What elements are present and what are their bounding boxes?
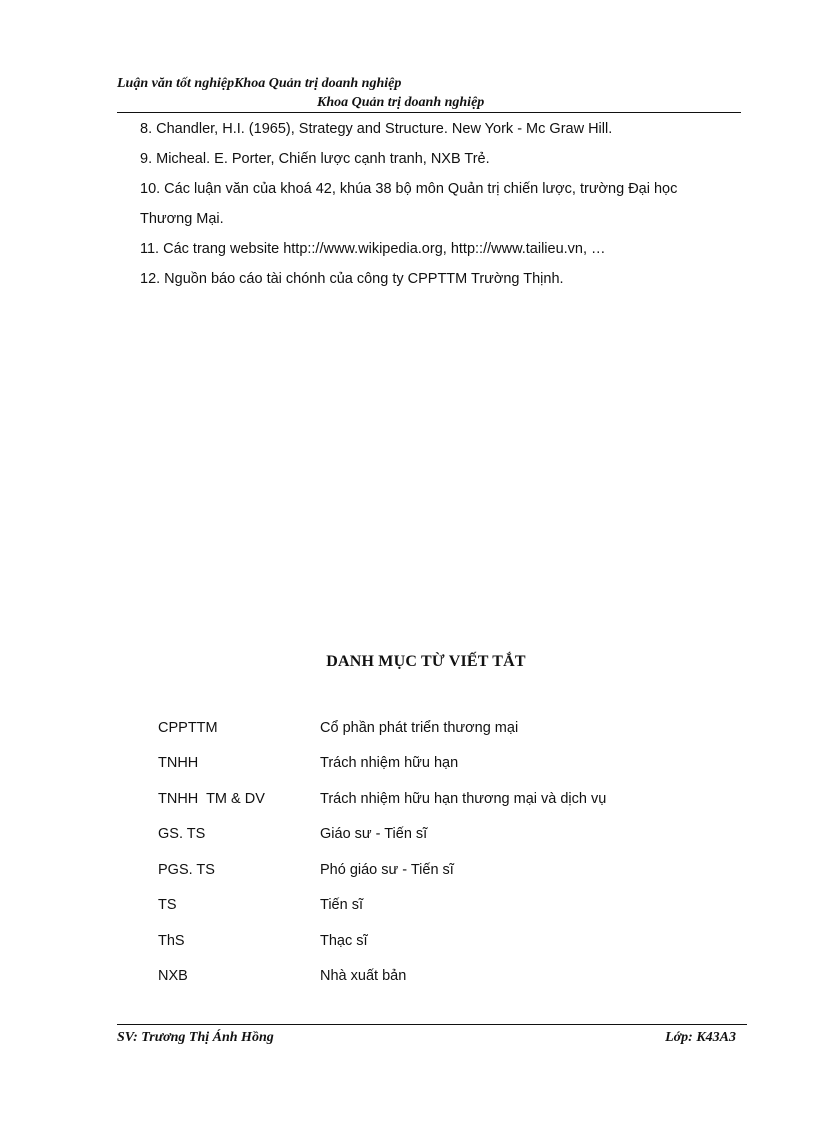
abbreviation-code: PGS. TS [158,861,215,878]
abbreviation-code: TNHH [158,755,199,772]
header-title: Luận văn tốt nghiệpKhoa Quản trị doanh nghiệp [117,76,402,91]
abbreviation-code: NXB [158,968,188,985]
abbreviation-row [158,923,606,959]
abbreviation-meaning: Thạc sĩ [320,932,368,949]
abbreviation-row [158,746,606,782]
header-divider [117,112,741,113]
abbreviation-row [158,817,606,853]
reference-item: 10. Các luận văn của khoá 42, khúa 38 bộ môn Quản trị chiến lược, trường Đại học [140,181,678,197]
abbreviation-row [158,710,606,746]
abbreviation-meaning: Phó giáo sư - Tiến sĩ [320,861,454,878]
footer-divider [117,1024,747,1025]
reference-item: 11. Các trang website http:://www.wikipedia.org, http:://www.tailieu.vn, … [140,241,606,257]
header-subtitle: Khoa Quản trị doanh nghiệp [317,95,485,110]
abbreviation-meaning: Cổ phần phát triển thương mại [320,719,519,736]
abbreviation-row [158,959,606,995]
abbreviation-meaning: Giáo sư - Tiến sĩ [320,826,428,843]
abbreviation-row [158,888,606,924]
abbreviation-meaning: Nhà xuất bản [320,968,407,985]
abbreviation-code: TS [158,897,177,914]
reference-item: 12. Nguồn báo cáo tài chónh của công ty CPPTTM Trường Thịnh. [140,271,564,287]
abbreviation-meaning: Trách nhiệm hữu hạn thương mại và dịch vụ [320,790,607,807]
abbreviation-code: ThS [158,932,185,949]
abbreviation-row [158,781,606,817]
abbreviation-meaning: Tiến sĩ [320,897,363,914]
abbreviation-table [158,710,606,994]
reference-item: 8. Chandler, H.I. (1965), Strategy and Structure. New York - Mc Graw Hill. [140,121,613,137]
footer-class: Lớp: K43A3 [665,1030,736,1045]
abbreviation-row [158,852,606,888]
reference-item-continuation: Thương Mại. [140,211,224,227]
reference-list [140,114,745,294]
abbreviation-code: GS. TS [158,826,206,843]
abbreviation-code: TNHH TM & DV [158,790,265,807]
abbreviation-section-title [0,653,816,671]
reference-item: 9. Micheal. E. Porter, Chiến lược cạnh tranh, NXB Trẻ. [140,151,490,167]
abbreviation-code: CPPTTM [158,719,218,736]
footer-student-name: SV: Trương Thị Ánh Hồng [117,1030,274,1045]
abbreviation-meaning: Trách nhiệm hữu hạn [320,755,459,772]
abbreviation-title-text: DANH MỤC TỪ VIẾT TẮT [326,653,526,670]
